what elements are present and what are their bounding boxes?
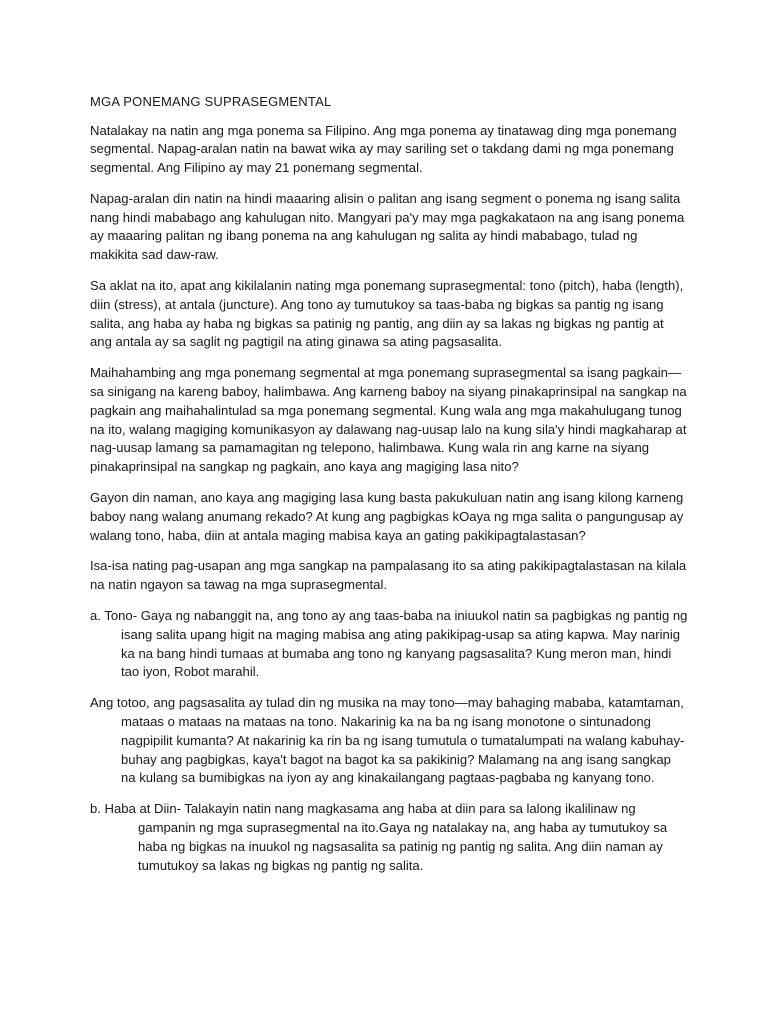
paragraph-isa-isa: Isa-isa nating pag-usapan ang mga sangkap na pampalasang ito sa ating pakikipagtalastasan na kilala na natin ngayon sa tawag na mga suprasegmental. xyxy=(90,558,687,593)
section-a-tono: a. Tono- Gaya ng nabanggit na, ang tono ay ang taas-baba na iniuukol natin sa pagbigkas ng pantig ng isang salita upang higit na maging mabisa ang ating pakikipag-usap sa ating kapwa. May narinig ka na bang hindi tumaas at bumaba ang tono ng kanyang pagsasalita? Kung meron man, hindi tao iyon, Robot marahil. xyxy=(90,608,688,680)
paragraph-gayon: Gayon din naman, ano kaya ang magiging lasa kung basta pakukuluan natin ang isang kilong karneng baboy nang walang anumang rekado? At kung ang pagbigkas kOaya ng mga salita o pangungusap ay walang tono, haba, diin at antala maging mabisa kaya an gating pakikipagtalastasan? xyxy=(90,490,684,543)
section-b-haba-diin: b. Haba at Diin- Talakayin natin nang magkasama ang haba at diin para sa lalong ikalilinaw ng gampanin ng mga suprasegmental na ito.Gaya ng natalakay na, ang haba ay tumutukoy sa haba ng bigkas na inuukol ng nagsasalita sa patinig ng pantig ng salita. Ang diin naman ay tumutukoy sa lakas ng bigkas ng pantig ng salita. xyxy=(90,801,668,873)
page-title: MGA PONEMANG SUPRASEGMENTAL xyxy=(90,94,332,109)
paragraph-intro: Natalakay na natin ang mga ponema sa Filipino. Ang mga ponema ay tinatawag ding mga ponemang segmental. Napag-aralan natin na bawat wika ay may sariling set o takdang dami ng mga ponemang segmental. Ang Filipino ay may 21 ponemang segmental. xyxy=(90,122,677,176)
paragraph-ang-totoo: Ang totoo, ang pagsasalita ay tulad din ng musika na may tono—may bahaging mababa, katamtaman, mataas o mataas na mataas na tono. Nakarinig ka na ba ng isang monotone o sintunadong nagpipilit kumanta? At nakarinig ka rin ba ng isang tumutula o tumatalumpati na walang kabuhay-buhay ang pagbigkas, kaya't bagot na bagot ka sa pakikinig? Malamang na ang isang sangkap na kulang sa bumibigkas na iyon ay ang kinakailangang pagtaas-pagbaba ng kanyang tono. xyxy=(90,695,685,786)
paragraph-maihahambing: Maihahambing ang mga ponemang segmental at mga ponemang suprasegmental sa isang pagkain—sa sinigang na kareng baboy, halimbawa. Ang karneng baboy na siyang pinakaprinsipal na sangkap na pagkain ang maihahalintulad sa mga ponemang segmental. Kung wala ang mga makahulugang tunog na ito, walang magiging komunikasyon ay dalawang nag-uusap lalo na kung sila'y hindi magkaharap at nag-uusap lamang sa pamamagitan ng telepono, halimbawa. Kung wala rin ang karne na siyang pinakaprinsipal na sangkap ng pagkain, ano kaya ang magiging lasa nito? xyxy=(90,365,687,475)
paragraph-napag-aralan: Napag-aralan din natin na hindi maaaring alisin o palitan ang isang segment o ponema ng isang salita nang hindi mababago ang kahulugan nito. Mangyari pa'y may mga pagkakataon na ang isang ponema ay maaaring palitan ng ibang ponema na ang kahulugan ng salita ay hindi mababago, tulad ng makikita sad daw-raw. xyxy=(90,190,685,263)
paragraph-aklat: Sa aklat na ito, apat ang kikilalanin nating mga ponemang suprasegmental: tono (pitch), haba (length), diin (stress), at antala (juncture). Ang tono ay tumutukoy sa taas-baba ng bigkas sa pantig ng isang salita, ang haba ay haba ng bigkas sa patinig ng pantig, ang diin ay sa lakas ng bigkas ng pantig at ang antala ay sa saglit ng pagtigil na ating ginawa sa ating pagsasalita. xyxy=(90,278,684,350)
